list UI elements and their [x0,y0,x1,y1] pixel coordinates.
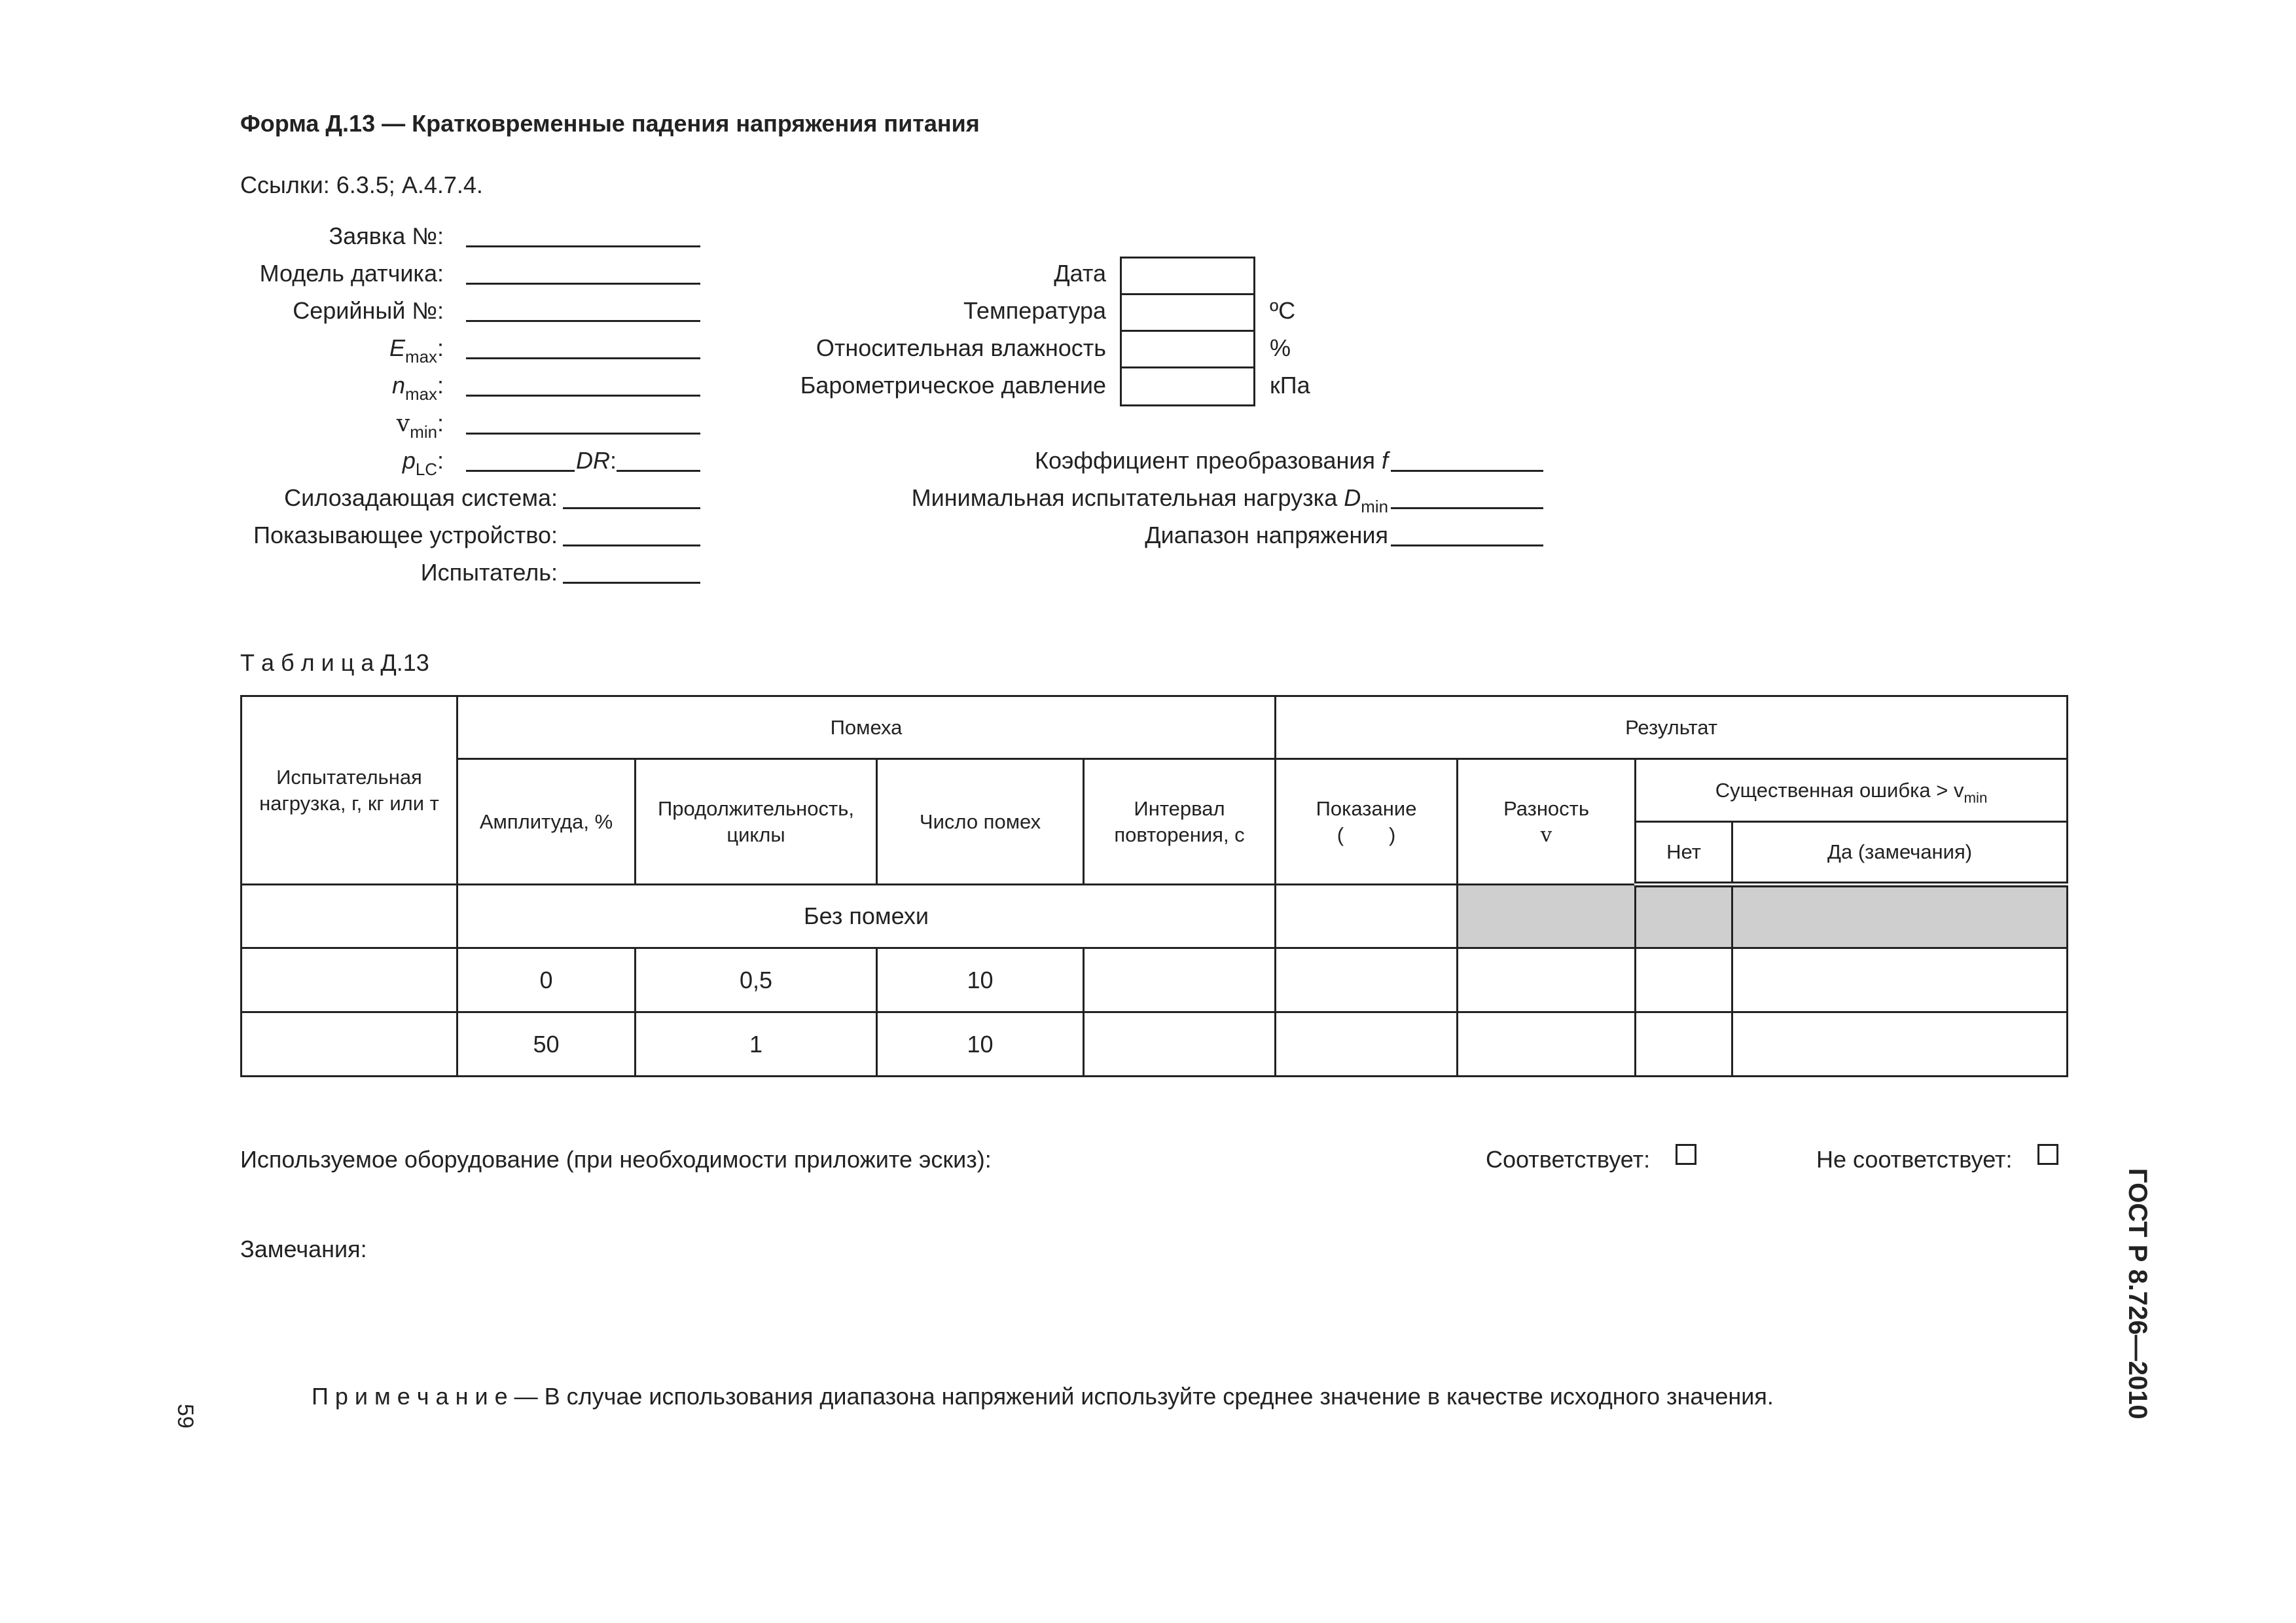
table-caption: Т а б л и ц а Д.13 [240,649,429,676]
cell-duration: 0,5 [636,948,877,1012]
request-label: Заявка №: [329,223,444,249]
voltage-range-label: Диапазон напряжения [1145,522,1388,548]
sensor-model-field[interactable] [466,283,700,285]
header-difference: Разность v [1458,759,1636,885]
force-system-label: Силозадающая система: [284,484,558,511]
cell-reading[interactable] [1276,1012,1458,1077]
indicator-field[interactable] [563,544,700,546]
cell-yes[interactable] [1732,1012,2068,1077]
plc-label: $p_{LC}$: [402,447,444,479]
equipment-label: Используемое оборудование (при необходимости приложите эскиз): [240,1146,992,1173]
header-count: Число помех [877,759,1084,885]
header-yes: Да (замечания) [1732,822,2068,885]
min-load-field[interactable] [1391,507,1543,509]
indicator-label: Показывающее устройство: [253,522,558,548]
temperature-unit: ºС [1270,297,1296,324]
vmin-field[interactable] [466,433,700,435]
force-system-field[interactable] [563,507,700,509]
conversion-field[interactable] [1391,470,1543,472]
header-load: Испытательная нагрузка, г, кг или т [242,696,457,885]
dr-field[interactable] [617,470,700,472]
cell-load[interactable] [242,885,457,948]
header-amplitude: Амплитуда, % [457,759,636,885]
date-label: Дата [1054,260,1106,287]
cell-interval[interactable] [1084,948,1276,1012]
humidity-label: Относительная влажность [816,334,1106,361]
cell-no[interactable] [1636,1012,1732,1077]
no-interference-cell: Без помехи [457,885,1276,948]
tester-field[interactable] [563,582,700,584]
cell-count: 10 [877,948,1084,1012]
cell-amplitude: 50 [457,1012,636,1077]
voltage-range-field[interactable] [1391,544,1543,546]
nmax-label: $n_{max}$: [392,372,444,404]
form-title: Форма Д.13 — Кратковременные падения напряжения питания [240,110,980,137]
cell-load[interactable] [242,1012,457,1077]
cell-shaded [1458,885,1636,948]
cell-amplitude: 0 [457,948,636,1012]
emax-field[interactable] [466,357,700,359]
cell-duration: 1 [636,1012,877,1077]
sensor-model-label: Модель датчика: [259,260,444,287]
dr-label: DR: [576,447,617,474]
header-result: Результат [1276,696,2068,759]
cell-load[interactable] [242,948,457,1012]
nmax-field[interactable] [466,395,700,397]
emax-label: $E_{max}$: [389,334,444,366]
standard-designation: ГОСТ Р 8.726—2010 [2123,1168,2152,1419]
header-significant-error: Существенная ошибка > $v_{min}$ [1636,759,2068,822]
cell-interval[interactable] [1084,1012,1276,1077]
header-interference: Помеха [457,696,1276,759]
min-load-label: Минимальная испытательная нагрузка $D_{min}$ [911,484,1388,516]
complies-checkbox[interactable] [1676,1144,1696,1165]
date-box[interactable] [1120,257,1255,295]
conversion-label: Коэффициент преобразования f [1034,447,1388,474]
cell-count: 10 [877,1012,1084,1077]
vmin-label: $v_{min}$: [396,410,444,442]
cell-reading[interactable] [1276,948,1458,1012]
serial-field[interactable] [466,320,700,322]
humidity-box[interactable] [1120,330,1255,368]
cell-shaded [1636,885,1732,948]
pressure-box[interactable] [1120,366,1255,406]
cell-difference[interactable] [1458,1012,1636,1077]
references: Ссылки: 6.3.5; А.4.7.4. [240,171,483,198]
cell-shaded [1732,885,2068,948]
cell-reading[interactable] [1276,885,1458,948]
pressure-unit: кПа [1270,372,1310,399]
complies-label: Соответствует: [1486,1146,1651,1173]
temperature-box[interactable] [1120,293,1255,332]
remarks-label: Замечания: [240,1236,367,1262]
header-interval: Интервал повторения, с [1084,759,1276,885]
header-reading: Показание ( ) [1276,759,1458,885]
header-duration: Продолжительность, циклы [636,759,877,885]
not-complies-label: Не соответствует: [1816,1146,2013,1173]
results-table [240,695,2068,1077]
humidity-unit: % [1270,334,1291,361]
temperature-label: Температура [963,297,1106,324]
tester-label: Испытатель: [420,559,558,586]
not-complies-checkbox[interactable] [2037,1144,2058,1165]
pressure-label: Барометрическое давление [800,372,1106,399]
cell-difference[interactable] [1458,948,1636,1012]
header-no: Нет [1636,822,1732,885]
note: П р и м е ч а н и е — В случае использования диапазона напряжений используйте среднее значение в качестве исходного значения. [312,1383,1774,1410]
serial-label: Серийный №: [293,297,444,324]
plc-field[interactable] [466,470,575,472]
page-number: 59 [173,1404,198,1429]
cell-yes[interactable] [1732,948,2068,1012]
request-field[interactable] [466,245,700,247]
cell-no[interactable] [1636,948,1732,1012]
